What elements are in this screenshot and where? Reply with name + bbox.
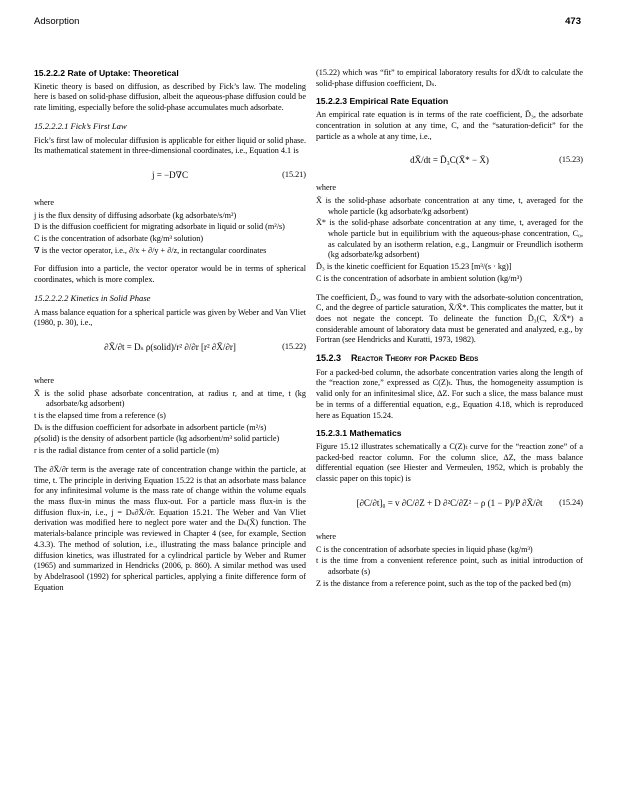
right-column bbox=[316, 68, 583, 597]
definition-item: Z is the distance from a reference point, such as the top of the packed bed (m) bbox=[316, 578, 571, 588]
where-label: where bbox=[34, 375, 55, 385]
equation-15-24 bbox=[316, 492, 583, 526]
section-heading-ficks-law: 15.2.2.2.1 Fick’s First Law bbox=[34, 120, 127, 131]
definition-item: t is the time from a convenient reference point, such as initial introduction of adsorbate (s) bbox=[316, 556, 583, 576]
where-label: where bbox=[316, 531, 337, 541]
equation-body: dX̄/dt = D̄₃C(X̄* − X̄) bbox=[410, 155, 489, 166]
equation-15-22 bbox=[34, 336, 306, 370]
definition-list bbox=[34, 211, 306, 257]
definition-item: ∇ is the vector operator, i.e., ∂/x + ∂/y + ∂/z, in rectangular coordinates bbox=[34, 245, 267, 255]
paragraph: A mass balance equation for a spherical particle was given by Weber and Van Vliet (1980, p. 30), i.e., bbox=[34, 307, 306, 328]
section-heading-mathematics: 15.2.3.1 Mathematics bbox=[316, 428, 402, 439]
paragraph: The ∂X̄/∂r term is the average rate of concentration change within the particle, at time, t. The principle in deriving Equation 15.22 is that an adsorbate mass balance for any infinitesimal volume is the mass rate of change within the volume equals the mass flux-in minus the mass flux-out. For a particle mass flux-in is the diffusion flux-in, i.e., j = Dₛ∂X̄/∂r. Equation 15.21. The Weber and Van Vliet derivation was modified here to neglect pore water and the Dₛ(X̄) function. The materials-balance principle was reviewed in Chapter 4 (see, for example, Section 4.3.3). The method of solution, i.e., illustrating the mass balance principle and diffusion kinetics, was illustrated for a cylindrical particle by Weber and Rumer (1965) and summarized in Hendricks (2006, p. 860). A similar method was used by Abdelrasool (1992) for spherical particles, applying a finite difference form of Equation bbox=[34, 464, 306, 592]
equation-number: (15.22) bbox=[282, 341, 306, 351]
section-heading-reactor-theory bbox=[316, 353, 583, 364]
paragraph: The coefficient, D̄₃, was found to vary with the adsorbate-solution concentration, C, and the degree of particle saturation, X̄/X̄*. This complicates the matter, but it does not negate the concept. To delineate the function D̄₃(C, X̄/X̄*) a considerable amount of laboratory data must be generated and analyzed, e.g., by Fortran (see Hendricks and Kuratti, 1973, 1982). bbox=[316, 292, 583, 345]
definition-item: D is the diffusion coefficient for migrating adsorbate in liquid or solid (m²/s) bbox=[34, 222, 285, 232]
paragraph: For a packed-bed column, the adsorbate concentration varies along the length of the “reaction zone,” expressed as C(Z)ₜ. Thus, the homogeneity assumption is valid only for an infinitesimal slice, ΔZ. For such a slice, the mass balance must be in terms of a differential equation, e.g., Equation 4.18, which is reproduced here as Equation 15.24. bbox=[316, 367, 583, 420]
definition-list bbox=[34, 389, 306, 457]
left-column bbox=[34, 68, 306, 600]
definition-item: X̄ is the solid-phase adsorbate concentration at any time, t, averaged for the whole particle (kg adsorbate/kg adsorbent) bbox=[316, 195, 583, 216]
page-number: 473 bbox=[565, 16, 581, 27]
paragraph: An empirical rate equation is in terms of the rate coefficient, D̄₃, the adsorbate concentration in solution at any time, C, and the “saturation-deficit” for the particle as a whole at any time, i.e., bbox=[316, 110, 583, 141]
section-heading-empirical-rate: 15.2.2.3 Empirical Rate Equation bbox=[316, 96, 449, 107]
definition-item: D̄₃ is the kinetic coefficient for Equation 15.23 [m³/(s · kg)] bbox=[316, 262, 512, 272]
definition-item: C is the concentration of adsorbate (kg/m³ solution) bbox=[34, 234, 204, 244]
paragraph: Figure 15.12 illustrates schematically a C(Z)ₜ curve for the “reaction zone” of a packed-bed reactor column. For the column slice, ΔZ, the mass balance differential equation (see Hiester and Vermeulen, 1952, which is probably the classic paper on this topic) is bbox=[316, 441, 583, 484]
section-heading-rate-of-uptake: 15.2.2.2 Rate of Uptake: Theoretical bbox=[34, 68, 179, 78]
definition-item: X̄ is the solid phase adsorbate concentration, at radius r, and at time, t (kg adsorbate/kg adsorbent) bbox=[34, 388, 306, 409]
equation-body: [∂C/∂t]₀ = v ∂C/∂Z + D ∂²C/∂Z² − ρ (1 − P)/P ∂X̄/∂t bbox=[356, 497, 543, 508]
definition-list bbox=[316, 545, 583, 590]
section-heading-kinetics-solid-phase: 15.2.2.2.2 Kinetics in Solid Phase bbox=[34, 292, 151, 303]
definition-item: Dₛ is the diffusion coefficient for adsorbate in adsorbent particle (m²/s) bbox=[34, 422, 267, 432]
where-label: where bbox=[316, 183, 337, 193]
equation-15-21 bbox=[34, 164, 306, 192]
definition-item: C is the concentration of adsorbate in ambient solution (kg/m³) bbox=[316, 273, 522, 283]
paragraph: Fick’s first law of molecular diffusion is applicable for either liquid or solid phase. Its mathematical statement in three-dimensional coordinates, i.e., Equation 4.1 is bbox=[34, 135, 306, 156]
equation-number: (15.23) bbox=[559, 155, 583, 165]
equation-number: (15.21) bbox=[282, 169, 306, 179]
definition-item: r is the radial distance from center of a solid particle (m) bbox=[34, 446, 219, 456]
paragraph: Kinetic theory is based on diffusion, as described by Fick’s law. The modeling here is based on solid-phase diffusion, albeit the aqueous-phase diffusion could be rate limiting, especially before the solid-phase accumulates much adsorbate. bbox=[34, 81, 306, 113]
equation-body: j = −D∇C bbox=[152, 169, 188, 180]
definition-item: ρ(solid) is the density of adsorbent particle (kg adsorbent/m³ solid particle) bbox=[34, 434, 280, 444]
page-header bbox=[34, 16, 581, 30]
definition-item: C is the concentration of adsorbate species in liquid phase (kg/m³) bbox=[316, 544, 533, 554]
where-label: where bbox=[34, 197, 55, 207]
definition-item: X̄* is the solid-phase adsorbate concentration at any time, t, averaged for the whole particle but in equilibrium with the aqueous-phase concentration, C₀, as calculated by an isotherm relation, e.g., Langmuir or Freundlich isotherm (kg adsorbate/kg adsorbent) bbox=[316, 218, 583, 260]
running-head: Adsorption bbox=[34, 16, 80, 27]
section-number: 15.2.3 bbox=[316, 353, 342, 364]
equation-15-23 bbox=[316, 149, 583, 177]
definition-item: t is the elapsed time from a reference (s) bbox=[34, 411, 166, 421]
paragraph: For diffusion into a particle, the vector operator would be in terms of spherical coordinates, which is more complex. bbox=[34, 264, 306, 285]
section-title: Reactor Theory for Packed Beds bbox=[351, 353, 479, 364]
definition-item: j is the flux density of diffusing adsorbate (kg adsorbate/s/m²) bbox=[34, 210, 237, 220]
equation-body: ∂X̄/∂t = Dₛ ρ(solid)/r² ∂/∂r [r² ∂X̄/∂r] bbox=[104, 341, 236, 352]
equation-number: (15.24) bbox=[559, 497, 583, 507]
definition-list bbox=[316, 196, 583, 285]
paragraph: (15.22) which was “fit” to empirical laboratory results for dX̄/dt to calculate the solid-phase diffusion coefficient, Dₛ. bbox=[316, 68, 583, 88]
